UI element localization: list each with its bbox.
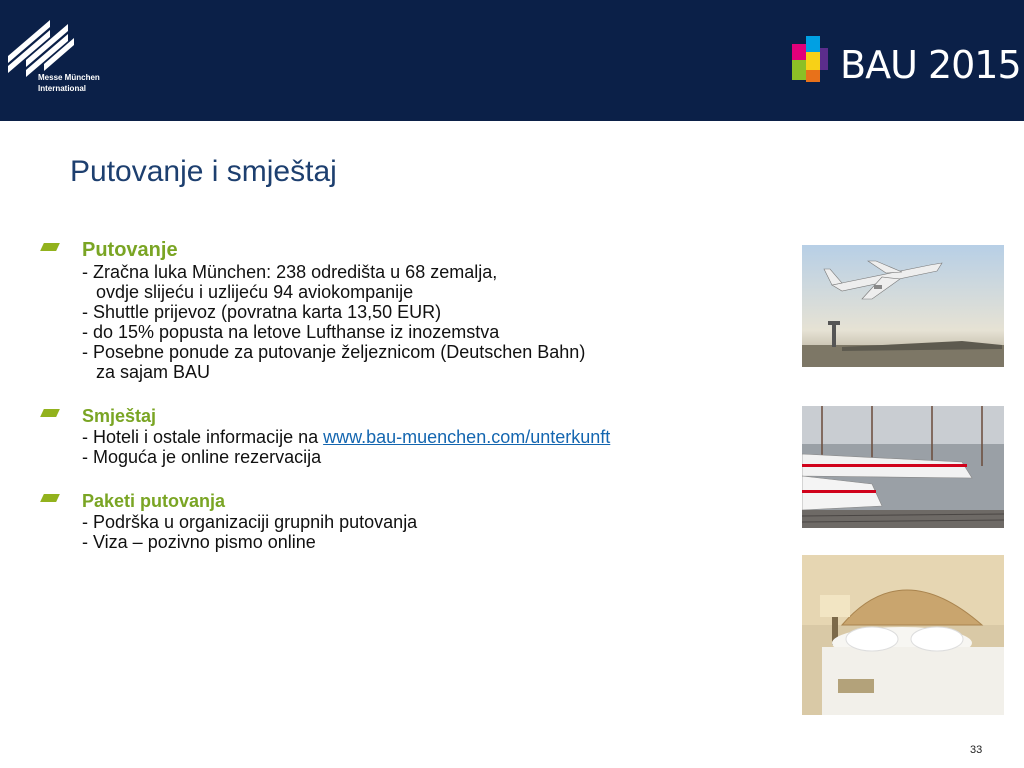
list-item-text: - Hoteli i ostale informacije na [82,427,324,447]
list-item: - Podrška u organizaciji grupnih putovanja [82,512,418,532]
bullet-icon [40,409,60,417]
bau-2015-wordmark: BAU 2015 [840,43,1021,87]
header-banner [0,0,1024,121]
page-number: 33 [970,744,983,756]
logo-text-line-1: Messe München [38,73,100,82]
section-heading: Putovanje [82,239,178,261]
train-photo [802,406,1004,528]
list-item: - Shuttle prijevoz (povratna karta 13,50 EUR) [82,302,442,322]
section-smjestaj [40,405,780,467]
section-putovanje [40,238,780,382]
bau-cube-logo-icon [790,30,830,90]
bullet-icon [40,243,60,251]
slide-content [40,238,780,575]
list-item [82,427,780,447]
slide-title: Putovanje i smještaj [70,155,337,188]
unterkunft-link[interactable]: www.bau-muenchen.com/unterkunft [323,427,611,447]
section-paketi [40,490,780,552]
logo-text-line-2: International [38,84,87,93]
list-item: - Posebne ponude za putovanje željeznicom (Deutschen Bahn) [82,342,586,362]
bullet-icon [40,494,60,502]
list-item: - Moguća je online rezervacija [82,447,322,467]
list-item: - Viza – pozivno pismo online [82,532,316,552]
list-item: za sajam BAU [96,362,211,382]
messe-muenchen-wordmark [38,72,100,94]
section-heading: Smještaj [82,406,157,426]
list-item: - Zračna luka München: 238 odredišta u 68 zemalja, [82,262,498,282]
airplane-photo [802,245,1004,367]
list-item: ovdje slijeću i uzlijeću 94 aviokompanije [96,282,414,302]
section-heading: Paketi putovanja [82,491,226,511]
list-item: - do 15% popusta na letove Lufthanse iz inozemstva [82,322,500,342]
hotel-room-photo [802,555,1004,715]
